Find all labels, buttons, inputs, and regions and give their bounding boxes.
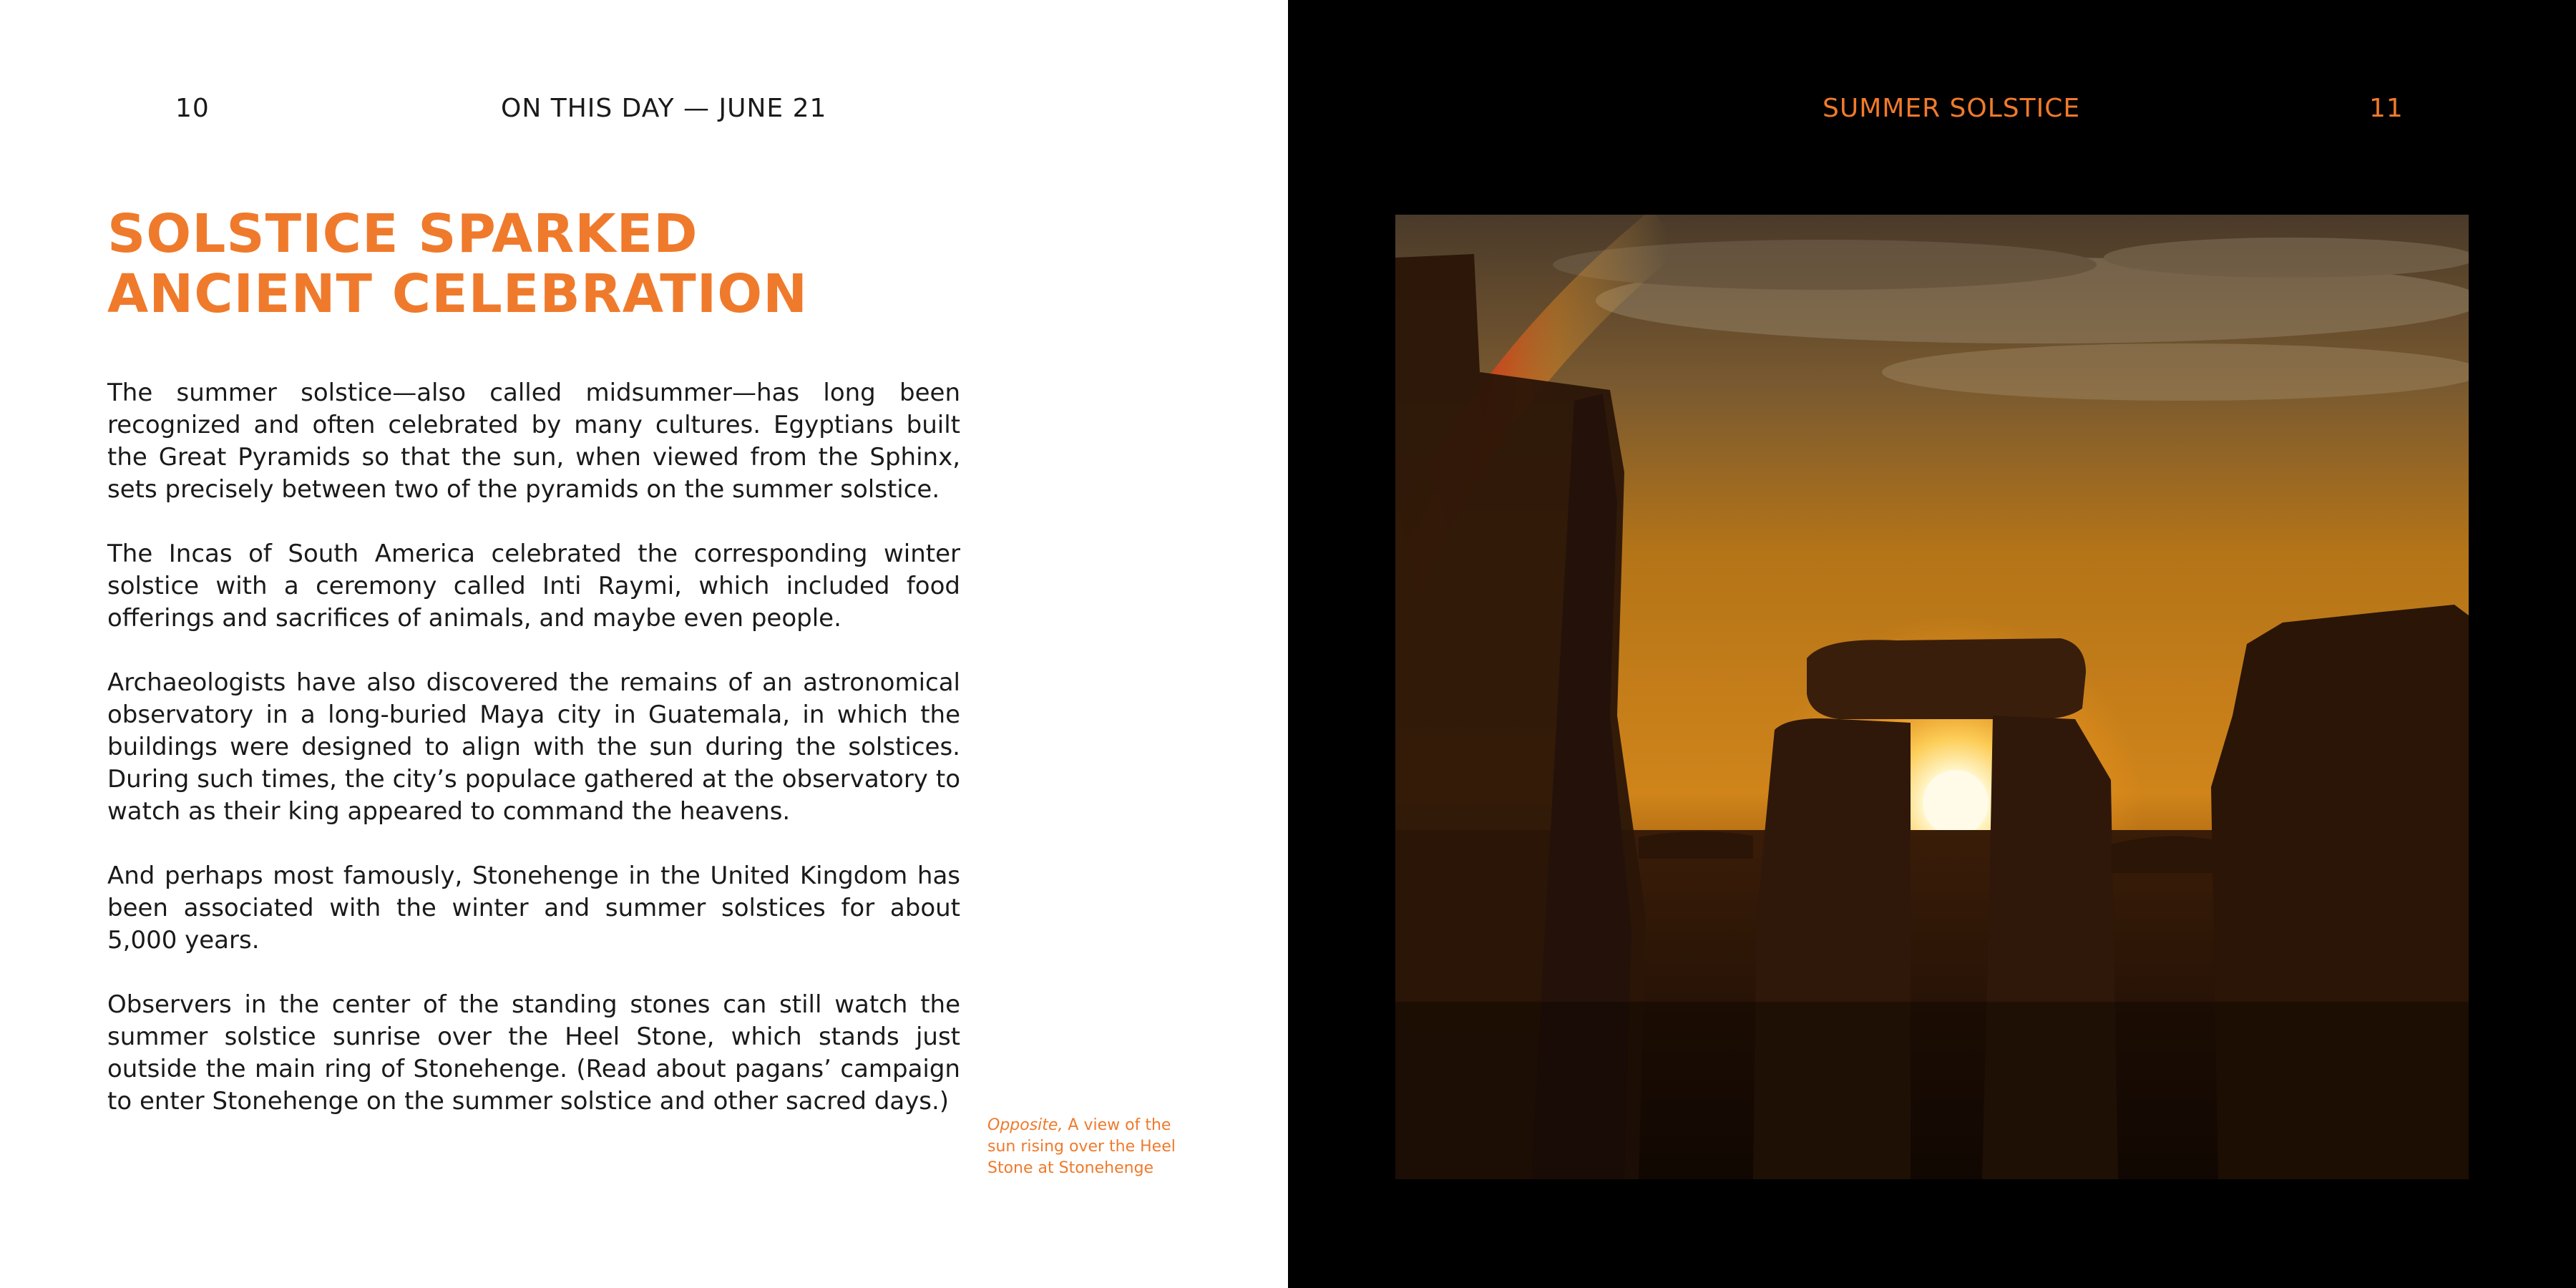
body-paragraph: Archaeologists have also discovered the remains of an astronomical observatory in a long-buried Maya city in Guatemala, in which the buildings were designed to align with the sun during the solstices. During such times, the city’s populace gathered at the observatory to watch as their king appeared to command the heavens. (107, 668, 960, 826)
running-head-right: SUMMER SOLSTICE (1823, 94, 2081, 123)
article-body (107, 377, 960, 1150)
caption-lead: Opposite, (987, 1116, 1063, 1134)
foreground-shadow (1395, 1002, 2469, 1179)
caption-text: A view of the sun rising over the Heel Stone at Stonehenge (987, 1116, 1176, 1177)
running-head-left: ON THIS DAY — JUNE 21 (501, 94, 827, 123)
body-paragraph: And perhaps most famously, Stonehenge in the United Kingdom has been associated with the winter and summer solstices for about 5,000 years. (107, 862, 960, 955)
page-number-left: 10 (175, 94, 210, 123)
photo-illustration (1395, 215, 2469, 1179)
article-headline (107, 204, 966, 324)
body-paragraph: The Incas of South America celebrated the corresponding winter solstice with a ceremony called Inti Raymi, which included food offerings and sacrifices of animals, and maybe even people. (107, 540, 960, 633)
headline-line-2: ANCIENT CELEBRATION (107, 263, 809, 325)
headline-line-1: SOLSTICE SPARKED (107, 203, 698, 265)
right-page (1288, 0, 2576, 1288)
body-paragraph: Observers in the center of the standing stones can still watch the summer solstice sunrise over the Heel Stone, which stands just outside the main ring of Stonehenge. (Read about pagans’ campaign to enter Stonehenge on the summer solstice and other sacred days.) (107, 990, 960, 1116)
page-number-right: 11 (2369, 94, 2404, 123)
stonehenge-sunrise-photo (1395, 215, 2469, 1179)
sun (1923, 770, 1989, 836)
photo-caption (987, 1115, 1202, 1179)
body-paragraph: The summer solstice—also called midsummer—has long been recognized and often celebrated by many cultures. Egyptians built the Great Pyramids so that the sun, when viewed from the Sphinx, sets precisely between two of the pyramids on the summer solstice. (107, 379, 960, 504)
